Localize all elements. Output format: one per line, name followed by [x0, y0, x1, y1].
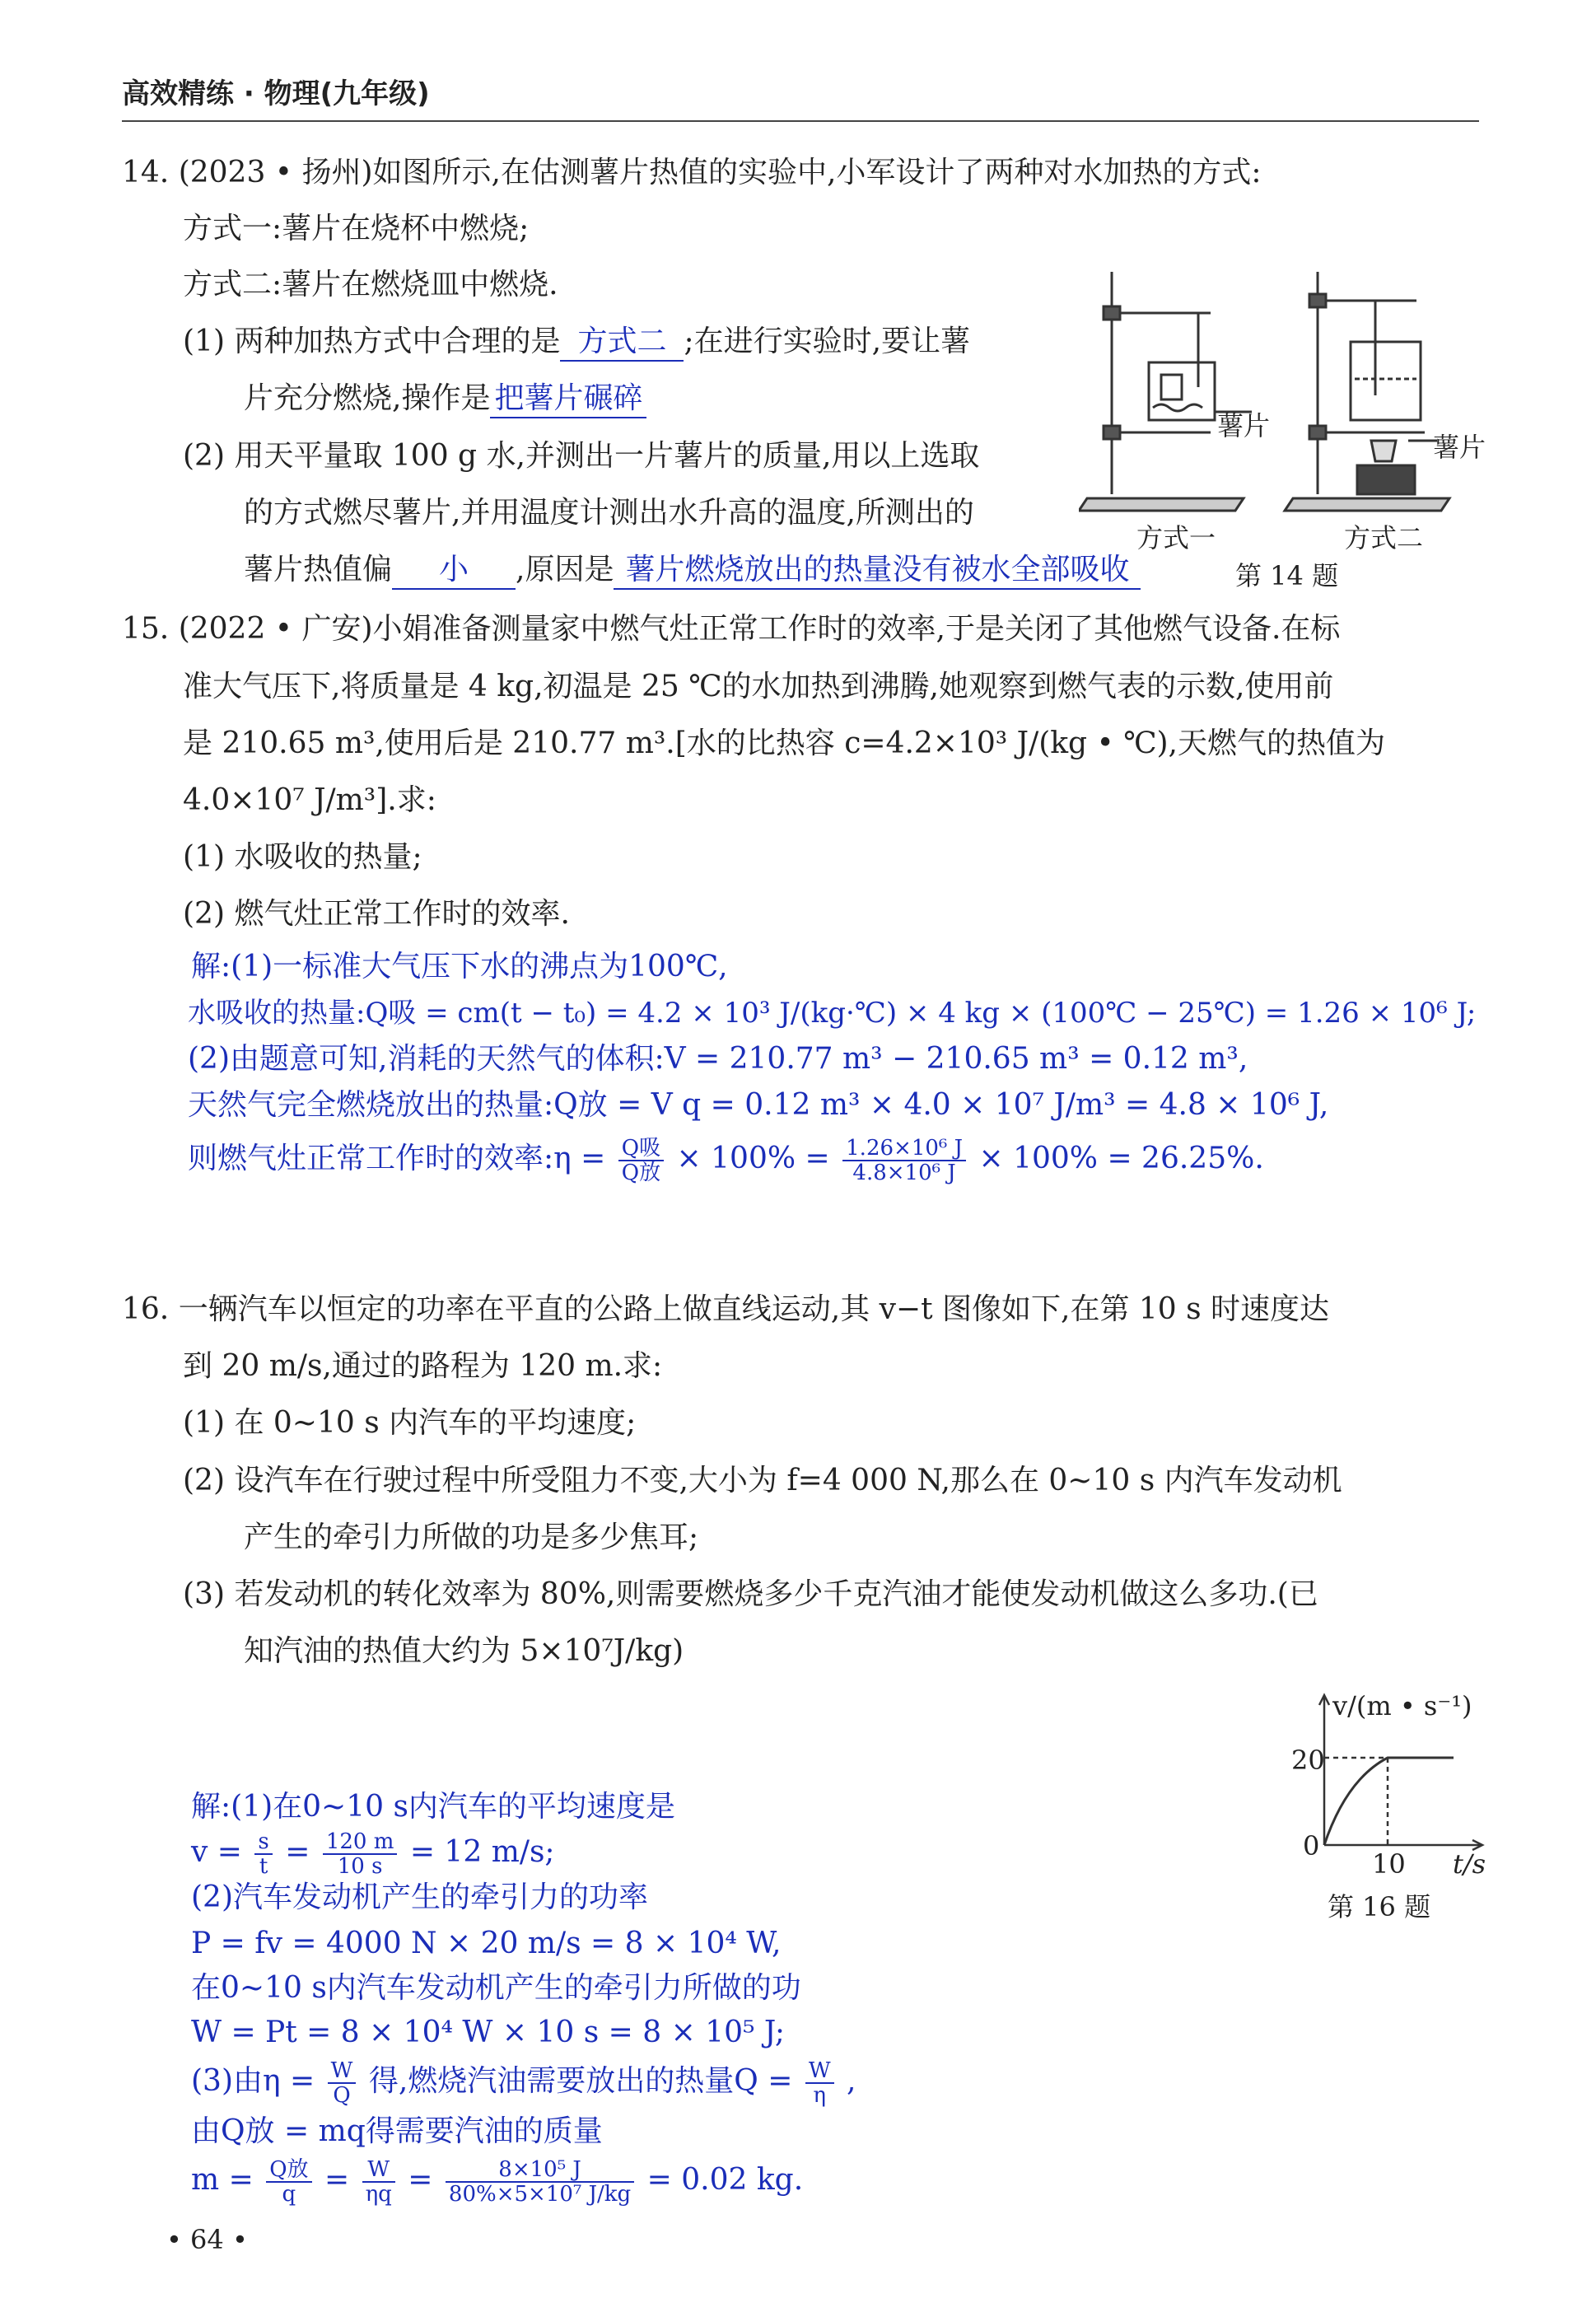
q15-fraction-1 [618, 1137, 664, 1184]
q16-fraction-wq-den: Q [333, 2083, 351, 2108]
q16-solution-3: (2)汽车发动机产生的牵引力的功率 [191, 1880, 648, 1914]
q16-heat-text: 得,燃烧汽油需要放出的热量Q = [368, 2064, 793, 2098]
q14-apparatus-figure [1079, 264, 1482, 560]
q16-mass-prefix: m = [191, 2163, 254, 2197]
q14-part2-answer-2: 薯片燃烧放出的热量没有被水全部吸收 [614, 552, 1141, 590]
q16-sub-1: (1) 在 0~10 s 内汽车的平均速度; [183, 1406, 637, 1440]
q14-part1-line2 [244, 381, 646, 418]
q16-speed-result: = 12 m/s; [409, 1835, 555, 1869]
q16-fraction-wetaq-den: ηq [365, 2182, 392, 2207]
q14-method-2: 方式二:薯片在燃烧皿中燃烧. [183, 268, 558, 301]
q14-part1-line1 [183, 324, 970, 362]
q16-solution-8: 由Q放 = mq得需要汽油的质量 [191, 2114, 603, 2148]
graph-y-label: v/(m • s⁻¹) [1332, 1690, 1472, 1721]
q14-part2-answer: 小 [392, 552, 516, 590]
q16-speed-prefix: v = [191, 1835, 242, 1869]
q16-fraction-values-num: 120 m [323, 1830, 398, 1855]
q16-fraction-values [323, 1830, 398, 1878]
q14-part1-answer-2: 把薯片碾碎 [490, 381, 646, 418]
q15-solution-3: (2)由题意可知,消耗的天然气的体积:V = 210.77 m³ − 210.65 m³ = 0.12 m³, [188, 1042, 1248, 1076]
q16-solution-5: 在0~10 s内汽车发动机产生的牵引力所做的功 [191, 1971, 801, 2005]
q16-fraction-st-den: t [259, 1854, 268, 1879]
q15-efficiency-result: × 100% = 26.25%. [978, 1142, 1264, 1175]
q16-mass-eq2: = [408, 2163, 433, 2197]
q16-fraction-qq-num: Q放 [266, 2158, 311, 2183]
q14-fig-label-right: 薯片 [1433, 432, 1486, 463]
q14-stem: 14. (2023 • 扬州)如图所示,在估测薯片热值的实验中,小军设计了两种对水加热的方式: [122, 156, 1262, 189]
graph-x-tick-10: 10 [1372, 1848, 1406, 1880]
q15-solution-4: 天然气完全燃烧放出的热量:Q放 = V q = 0.12 m³ × 4.0 × 10⁷ J/m³ = 4.8 × 10⁶ J, [188, 1088, 1329, 1122]
q14-part1-line2-prefix: 片充分燃烧,操作是 [244, 381, 491, 415]
graph-y-tick-20: 20 [1291, 1745, 1325, 1776]
header-divider [122, 120, 1479, 122]
q16-mass-result: = 0.02 kg. [646, 2163, 804, 2197]
q14-method-1: 方式一:薯片在烧杯中燃烧; [183, 212, 530, 245]
q14-part1-prefix: (1) 两种加热方式中合理的是 [183, 325, 561, 358]
q14-part1-answer: 方式二 [560, 324, 684, 362]
q15-solution-2: 水吸收的热量:Q吸 = cm(t − t₀) = 4.2 × 10³ J/(kg·℃) × 4 kg × (100℃ − 25℃) = 1.26 × 10⁶ J; [188, 997, 1477, 1030]
q16-fraction-qq [266, 2158, 311, 2206]
q16-solution-4: P = fv = 4000 N × 20 m/s = 8 × 10⁴ W, [191, 1927, 782, 1960]
q16-fraction-values-mass [446, 2158, 634, 2206]
q16-eta-prefix: (3)由η = [191, 2064, 315, 2098]
q14-part2-line2: 的方式燃尽薯片,并用温度计测出水升高的温度,所测出的 [244, 496, 974, 530]
q16-heat-suffix: , [847, 2064, 856, 2098]
q16-sub-2a: (2) 设汽车在行驶过程中所受阻力不变,大小为 f=4 000 N,那么在 0~10 s 内汽车发动机 [183, 1464, 1342, 1497]
q16-solution-7 [191, 2059, 856, 2107]
q16-solution-2 [191, 1830, 555, 1878]
q15-sub-2: (2) 燃气灶正常工作时的效率. [183, 897, 570, 931]
q15-line-2: 准大气压下,将质量是 4 kg,初温是 25 ℃的水加热到沸腾,她观察到燃气表的示数,使用前 [183, 670, 1334, 703]
q14-fig-method-1: 方式一 [1136, 522, 1216, 554]
graph-velocity-curve [1324, 1758, 1454, 1845]
q16-fraction-wetaq-num: W [362, 2158, 395, 2183]
q14-fig-label-left: 薯片 [1217, 410, 1271, 441]
q14-part1-suffix: ;在进行实验时,要让薯 [684, 325, 971, 358]
graph-origin: 0 [1303, 1830, 1320, 1862]
q16-fraction-wq [328, 2059, 357, 2107]
q15-line-3: 是 210.65 m³,使用后是 210.77 m³.[水的比热容 c=4.2×10³ J/(kg • ℃),天燃气的热值为 [183, 726, 1385, 760]
q15-sub-1: (1) 水吸收的热量; [183, 840, 422, 874]
q14-fig-caption: 第 14 题 [1235, 560, 1339, 591]
q14-fig-method-2: 方式二 [1344, 522, 1424, 554]
q16-fraction-weta-den: η [813, 2083, 826, 2108]
q16-fraction-weta-num: W [805, 2059, 834, 2084]
q16-fraction-values-mass-num: 8×10⁵ J [446, 2158, 634, 2183]
q14-part2-line1: (2) 用天平量取 100 g 水,并测出一片薯片的质量,用以上选取 [183, 439, 980, 473]
q16-sub-2b: 产生的牵引力所做的功是多少焦耳; [244, 1521, 699, 1554]
q16-fraction-st-num: s [254, 1830, 272, 1855]
q14-part2-line3 [244, 552, 1141, 590]
q16-line-1: 16. 一辆汽车以恒定的功率在平直的公路上做直线运动,其 v−t 图像如下,在第 10 s 时速度达 [122, 1292, 1330, 1326]
page-number: • 64 • [166, 2224, 248, 2255]
q16-solution-6: W = Pt = 8 × 10⁴ W × 10 s = 8 × 10⁵ J; [191, 2016, 786, 2049]
q16-fraction-weta [805, 2059, 834, 2107]
q16-sub-3b: 知汽油的热值大约为 5×10⁷J/kg) [244, 1634, 684, 1668]
q16-fraction-values-mass-den: 80%×5×10⁷ J/kg [448, 2182, 632, 2207]
q16-line-2: 到 20 m/s,通过的路程为 120 m.求: [183, 1349, 663, 1383]
q15-solution-1: 解:(1)一标准大气压下水的沸点为100℃, [191, 950, 728, 983]
q15-fraction-1-den: Q放 [621, 1161, 661, 1185]
q16-fraction-qq-den: q [282, 2182, 296, 2207]
q15-line-1: 15. (2022 • 广安)小娟准备测量家中燃气灶正常工作时的效率,于是关闭了其他燃气设备.在标 [122, 612, 1341, 646]
q16-solution-1: 解:(1)在0~10 s内汽车的平均速度是 [191, 1790, 675, 1824]
book-header: 高效精练 · 物理(九年级) [122, 77, 430, 110]
q16-fraction-st [254, 1830, 272, 1878]
q16-fig-caption: 第 16 题 [1328, 1891, 1431, 1922]
q16-speed-eq: = [285, 1835, 310, 1869]
graph-x-label: t/s [1453, 1848, 1486, 1880]
q15-efficiency-prefix: 则燃气灶正常工作时的效率:η = [188, 1142, 606, 1175]
q15-fraction-2-den: 4.8×10⁶ J [852, 1161, 956, 1185]
q15-line-4: 4.0×10⁷ J/m³].求: [183, 783, 436, 817]
q15-fraction-2 [842, 1137, 966, 1184]
q16-fraction-wetaq [362, 2158, 395, 2206]
q16-fraction-wq-num: W [328, 2059, 357, 2084]
q14-part2-mid: ,原因是 [516, 553, 614, 586]
q15-efficiency-mid: × 100% = [676, 1142, 830, 1175]
q14-part2-prefix: 薯片热值偏 [244, 553, 393, 586]
q15-fraction-2-num: 1.26×10⁶ J [842, 1137, 966, 1161]
q16-solution-9 [191, 2158, 803, 2206]
q15-fraction-1-num: Q吸 [618, 1137, 664, 1161]
q15-solution-5 [188, 1137, 1264, 1184]
q16-sub-3a: (3) 若发动机的转化效率为 80%,则需要燃烧多少千克汽油才能使发动机做这么多功.(已 [183, 1577, 1318, 1611]
q16-mass-eq1: = [324, 2163, 350, 2197]
q16-fraction-values-den: 10 s [337, 1854, 383, 1879]
